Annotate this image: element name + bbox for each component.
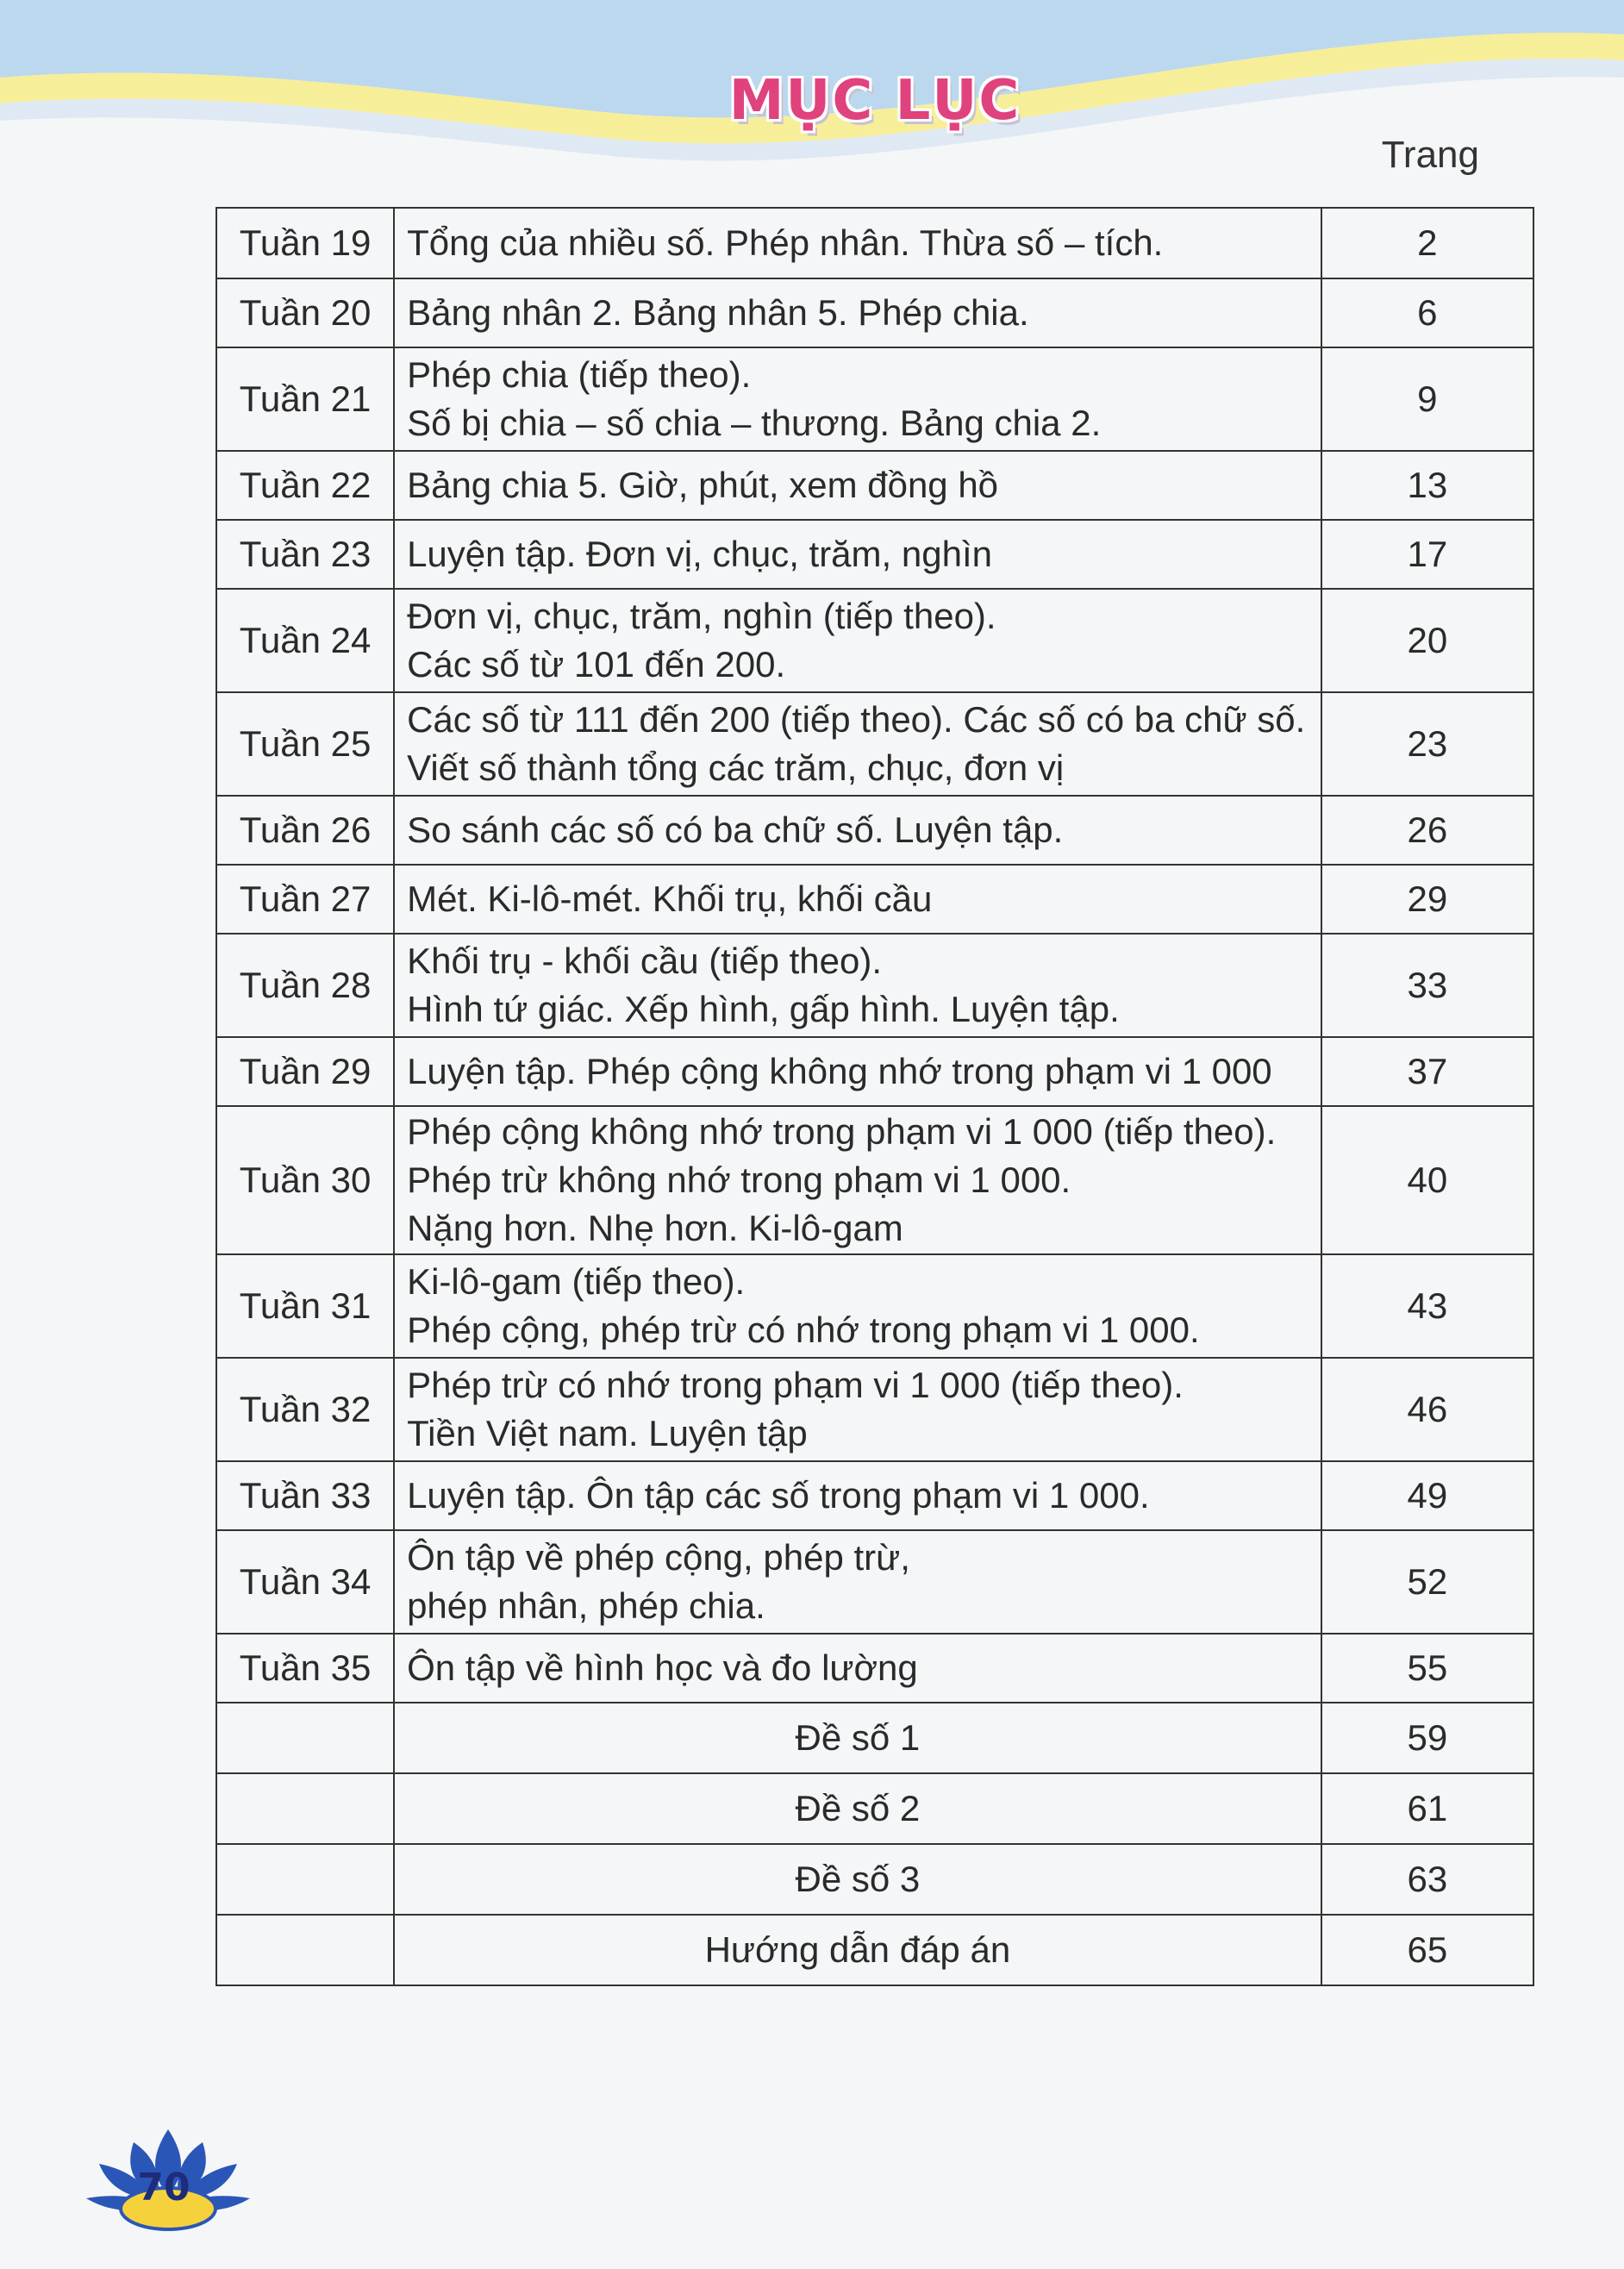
contents-table	[215, 207, 1534, 1986]
table-row	[216, 1915, 1533, 1985]
table-row	[216, 1530, 1533, 1634]
week-label: Tuần 23	[216, 520, 394, 589]
table-row	[216, 1037, 1533, 1106]
topic-cell	[394, 1461, 1321, 1530]
topic-line: Luyện tập. Đơn vị, chục, trăm, nghìn	[407, 534, 992, 574]
table-row	[216, 1358, 1533, 1461]
table-row	[216, 451, 1533, 520]
empty-cell	[216, 1844, 394, 1915]
page-number-cell: 46	[1321, 1358, 1533, 1461]
topic-line: Khối trụ - khối cầu (tiếp theo).	[407, 941, 883, 981]
week-label: Tuần 29	[216, 1037, 394, 1106]
topic-cell	[394, 520, 1321, 589]
table-row	[216, 1106, 1533, 1254]
topic-line: Nặng hơn. Nhẹ hơn. Ki-lô-gam	[407, 1208, 903, 1248]
week-label: Tuần 31	[216, 1254, 394, 1358]
week-label: Tuần 35	[216, 1634, 394, 1703]
page-number-cell: 37	[1321, 1037, 1533, 1106]
week-label: Tuần 20	[216, 278, 394, 347]
table-row	[216, 589, 1533, 692]
week-label: Tuần 34	[216, 1530, 394, 1634]
contents-table-body	[216, 208, 1533, 1985]
page-number-cell: 43	[1321, 1254, 1533, 1358]
topic-line: Bảng chia 5. Giờ, phút, xem đồng hồ	[407, 465, 999, 505]
page-title: MỤC LỤC	[728, 69, 1021, 133]
extra-label: Đề số 2	[394, 1773, 1321, 1844]
table-row	[216, 1773, 1533, 1844]
page-number-cell: 63	[1321, 1844, 1533, 1915]
week-label: Tuần 27	[216, 865, 394, 934]
extra-label: Đề số 1	[394, 1703, 1321, 1773]
topic-line: phép nhân, phép chia.	[407, 1585, 765, 1626]
page-number-cell: 29	[1321, 865, 1533, 934]
page-number-cell: 33	[1321, 934, 1533, 1037]
topic-cell	[394, 796, 1321, 865]
week-label: Tuần 26	[216, 796, 394, 865]
topic-cell	[394, 692, 1321, 796]
topic-line: Ôn tập về hình học và đo lường	[407, 1647, 918, 1688]
topic-cell	[394, 1254, 1321, 1358]
table-row	[216, 1461, 1533, 1530]
extra-label: Hướng dẫn đáp án	[394, 1915, 1321, 1985]
page-number-cell: 6	[1321, 278, 1533, 347]
topic-line: Phép cộng không nhớ trong phạm vi 1 000 (tiếp theo).	[407, 1111, 1277, 1152]
topic-cell	[394, 347, 1321, 451]
topic-cell	[394, 1106, 1321, 1254]
topic-line: Phép trừ không nhớ trong phạm vi 1 000.	[407, 1160, 1071, 1200]
topic-line: Phép cộng, phép trừ có nhớ trong phạm vi 1 000.	[407, 1310, 1200, 1350]
topic-line: Bảng nhân 2. Bảng nhân 5. Phép chia.	[407, 292, 1029, 333]
table-row	[216, 865, 1533, 934]
table-row	[216, 208, 1533, 278]
empty-cell	[216, 1703, 394, 1773]
topic-cell	[394, 1358, 1321, 1461]
topic-line: Luyện tập. Ôn tập các số trong phạm vi 1 000.	[407, 1475, 1150, 1516]
empty-cell	[216, 1915, 394, 1985]
topic-line: Hình tứ giác. Xếp hình, gấp hình. Luyện tập.	[407, 989, 1120, 1029]
table-row	[216, 520, 1533, 589]
page-number-cell: 65	[1321, 1915, 1533, 1985]
table-row	[216, 278, 1533, 347]
table-row	[216, 1844, 1533, 1915]
page-number-cell: 2	[1321, 208, 1533, 278]
week-label: Tuần 22	[216, 451, 394, 520]
table-row	[216, 1703, 1533, 1773]
week-label: Tuần 28	[216, 934, 394, 1037]
topic-line: Luyện tập. Phép cộng không nhớ trong phạm vi 1 000	[407, 1051, 1272, 1091]
table-row	[216, 1634, 1533, 1703]
week-label: Tuần 32	[216, 1358, 394, 1461]
table-row	[216, 1254, 1533, 1358]
topic-line: Tiền Việt nam. Luyện tập	[407, 1413, 808, 1453]
topic-line: Viết số thành tổng các trăm, chục, đơn vị	[407, 747, 1065, 788]
page-number-cell: 49	[1321, 1461, 1533, 1530]
page-number: 70	[137, 2166, 191, 2210]
topic-cell	[394, 278, 1321, 347]
topic-line: Phép trừ có nhớ trong phạm vi 1 000 (tiếp theo).	[407, 1365, 1184, 1405]
week-label: Tuần 25	[216, 692, 394, 796]
topic-line: So sánh các số có ba chữ số. Luyện tập.	[407, 809, 1064, 850]
table-row	[216, 934, 1533, 1037]
page-number-cell: 61	[1321, 1773, 1533, 1844]
topic-line: Đơn vị, chục, trăm, nghìn (tiếp theo).	[407, 596, 996, 636]
topic-line: Tổng của nhiều số. Phép nhân. Thừa số – tích.	[407, 222, 1164, 263]
topic-cell	[394, 589, 1321, 692]
topic-line: Phép chia (tiếp theo).	[407, 354, 752, 395]
week-label: Tuần 30	[216, 1106, 394, 1254]
page-number-cell: 17	[1321, 520, 1533, 589]
page-number-cell: 59	[1321, 1703, 1533, 1773]
week-label: Tuần 21	[216, 347, 394, 451]
page-number-cell: 40	[1321, 1106, 1533, 1254]
topic-cell	[394, 451, 1321, 520]
topic-cell	[394, 208, 1321, 278]
page-number-cell: 26	[1321, 796, 1533, 865]
topic-cell	[394, 1634, 1321, 1703]
table-row	[216, 796, 1533, 865]
table-row	[216, 347, 1533, 451]
topic-cell	[394, 934, 1321, 1037]
page-column-label: Trang	[1381, 134, 1479, 176]
table-row	[216, 692, 1533, 796]
topic-line: Ki-lô-gam (tiếp theo).	[407, 1261, 746, 1302]
topic-line: Số bị chia – số chia – thương. Bảng chia 2.	[407, 403, 1102, 443]
page-number-cell: 55	[1321, 1634, 1533, 1703]
page-number-cell: 20	[1321, 589, 1533, 692]
topic-line: Mét. Ki-lô-mét. Khối trụ, khối cầu	[407, 878, 933, 919]
week-label: Tuần 19	[216, 208, 394, 278]
page-number-cell: 9	[1321, 347, 1533, 451]
page-number-cell: 13	[1321, 451, 1533, 520]
topic-line: Ôn tập về phép cộng, phép trừ,	[407, 1537, 910, 1578]
week-label: Tuần 33	[216, 1461, 394, 1530]
topic-cell	[394, 1530, 1321, 1634]
topic-cell	[394, 865, 1321, 934]
page-number-cell: 52	[1321, 1530, 1533, 1634]
topic-line: Các số từ 111 đến 200 (tiếp theo). Các số có ba chữ số.	[407, 699, 1306, 740]
empty-cell	[216, 1773, 394, 1844]
extra-label: Đề số 3	[394, 1844, 1321, 1915]
page-number-cell: 23	[1321, 692, 1533, 796]
week-label: Tuần 24	[216, 589, 394, 692]
topic-cell	[394, 1037, 1321, 1106]
topic-line: Các số từ 101 đến 200.	[407, 644, 786, 684]
